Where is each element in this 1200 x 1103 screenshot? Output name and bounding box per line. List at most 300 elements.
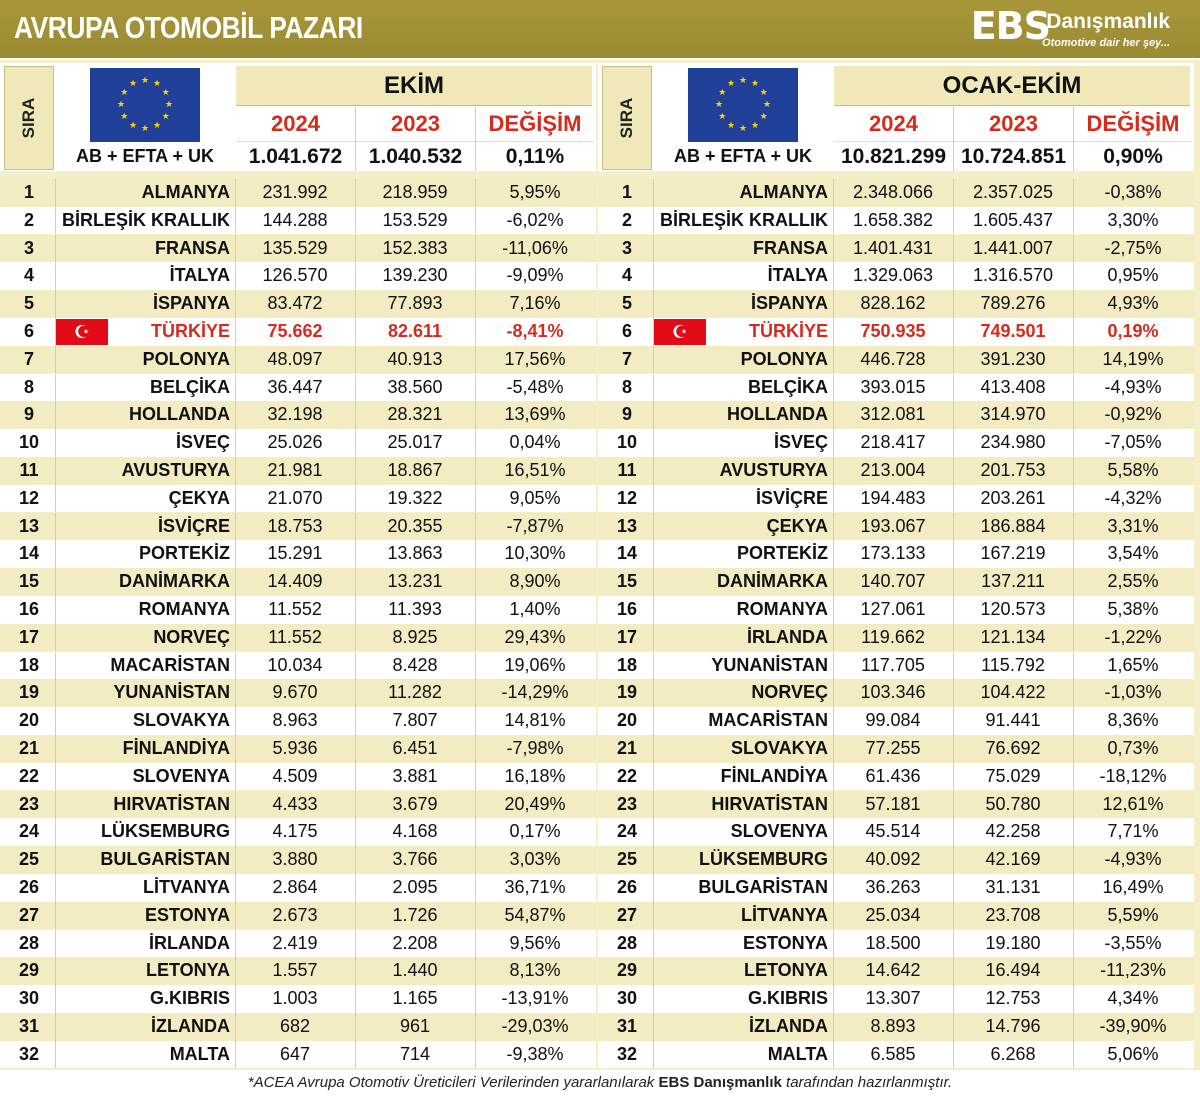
change-cell: -1,22%: [1104, 626, 1162, 647]
col-2024-header: 2024: [236, 107, 356, 141]
value-2023-cell: 749.501: [980, 321, 1046, 341]
table-row: [0, 485, 596, 513]
page-title: AVRUPA OTOMOBİL PAZARI: [14, 10, 363, 45]
change-cell: -0,38%: [1104, 182, 1162, 202]
country-cell: BİRLEŞİK KRALLIK: [62, 209, 230, 230]
value-2024-cell: 77.255: [865, 738, 921, 758]
country-cell: MACARİSTAN: [110, 654, 230, 675]
value-2024-cell: 140.707: [860, 571, 926, 592]
change-cell: -7,98%: [506, 738, 564, 758]
table-row: [0, 179, 596, 207]
value-2023-cell: 218.959: [382, 182, 448, 202]
country-cell: DANİMARKA: [119, 571, 230, 592]
country-cell: İSVİÇRE: [755, 487, 828, 508]
value-2023-cell: 789.276: [980, 293, 1046, 314]
value-2024-cell: 144.288: [262, 209, 328, 230]
table-row: [0, 874, 596, 902]
value-2024-cell: 48.097: [267, 348, 323, 369]
country-cell: G.KIBRIS: [149, 988, 230, 1009]
rank-cell: 2: [23, 209, 34, 230]
value-2024-cell: 446.728: [860, 348, 926, 369]
eu-star-icon: ★: [141, 123, 150, 133]
change-cell: -5,48%: [506, 376, 564, 397]
logo-name: Danışmanlık: [1046, 10, 1170, 33]
country-cell: FİNLANDİYA: [720, 765, 828, 786]
value-2023-cell: 234.980: [980, 432, 1046, 453]
panel-header: [598, 63, 1194, 171]
rank-cell: 30: [616, 988, 638, 1009]
rank-cell: 30: [18, 988, 40, 1009]
rank-cell: 20: [18, 710, 40, 731]
value-2024-cell: 15.291: [267, 543, 323, 564]
value-2024-cell: 312.081: [860, 404, 926, 425]
value-2023-cell: 2.095: [392, 877, 438, 897]
value-2023-cell: 3.881: [392, 765, 438, 786]
value-2024-cell: 61.436: [865, 765, 921, 786]
change-cell: -4,32%: [1104, 487, 1162, 508]
table-row: [0, 457, 596, 485]
country-cell: MALTA: [767, 1043, 828, 1064]
change-cell: 5,95%: [509, 182, 561, 202]
rank-cell: 13: [616, 515, 638, 536]
change-cell: -6,02%: [506, 209, 564, 230]
value-2023-cell: 1.605.437: [972, 209, 1054, 230]
rank-cell: 4: [23, 265, 34, 286]
value-2024-cell: 5.936: [272, 738, 318, 758]
country-cell: POLONYA: [740, 348, 828, 369]
rank-cell: 23: [18, 793, 40, 814]
value-2024-cell: 83.472: [267, 293, 323, 314]
change-cell: 0,73%: [1107, 738, 1159, 758]
value-2024-cell: 173.133: [860, 543, 926, 564]
rank-cell: 16: [616, 599, 638, 619]
eu-star-icon: ★: [759, 111, 768, 121]
value-2023-cell: 77.893: [387, 293, 443, 314]
value-2024-cell: 2.348.066: [852, 182, 934, 202]
value-2023-cell: 25.017: [387, 432, 443, 453]
country-cell: LETONYA: [145, 960, 230, 981]
table-row: [0, 957, 596, 985]
rank-cell: 15: [18, 571, 40, 592]
country-cell: BULGARİSTAN: [698, 877, 828, 897]
country-cell: SLOVENYA: [132, 765, 230, 786]
eu-star-icon: ★: [129, 78, 138, 89]
rank-cell: 31: [616, 1016, 638, 1036]
change-cell: 5,38%: [1107, 599, 1159, 619]
eu-star-icon: ★: [718, 111, 727, 121]
region-cell: [56, 66, 234, 170]
col-change-header: DEĞİŞİM: [488, 111, 582, 136]
rank-cell: 12: [616, 487, 638, 508]
title-bar: [0, 0, 1200, 60]
change-cell: 9,56%: [509, 932, 561, 953]
value-2024-cell: 11.552: [268, 599, 322, 619]
change-cell: 8,13%: [509, 960, 561, 981]
change-cell: -4,93%: [1104, 376, 1162, 397]
eu-star-icon: ★: [153, 119, 162, 130]
table-row: [598, 735, 1194, 763]
rank-cell: 31: [18, 1016, 40, 1036]
country-cell: İZLANDA: [749, 1016, 828, 1036]
country-cell: AVUSTURYA: [121, 460, 230, 480]
table-row: [598, 791, 1194, 819]
country-cell: BİRLEŞİK KRALLIK: [660, 209, 828, 230]
country-cell: LETONYA: [743, 960, 828, 981]
value-2024-cell: 10.034: [267, 654, 323, 675]
change-cell: 4,34%: [1107, 988, 1159, 1009]
rank-cell: 1: [23, 182, 34, 202]
change-cell: 7,71%: [1107, 821, 1159, 842]
value-2024-cell: 117.705: [861, 654, 925, 675]
table-row: [0, 262, 596, 290]
rank-cell: 28: [616, 932, 638, 953]
rank-cell: 29: [18, 960, 40, 981]
october-panel: [0, 63, 596, 1069]
eu-flag-icon: [90, 68, 200, 142]
value-2023-cell: 2.208: [392, 932, 438, 953]
value-2024-cell: 13.307: [865, 988, 921, 1009]
rank-cell: 14: [18, 543, 40, 564]
region-label: AB + EFTA + UK: [673, 146, 812, 166]
value-2023-cell: 11.393: [388, 599, 442, 619]
value-2023-cell: 2.357.025: [972, 182, 1054, 202]
table-row: [598, 540, 1194, 568]
value-2023-cell: 115.792: [981, 654, 1045, 675]
country-cell: MACARİSTAN: [708, 710, 828, 731]
value-2024-cell: 1.329.063: [852, 265, 934, 286]
change-cell: 8,36%: [1107, 710, 1159, 731]
value-2023-cell: 8.925: [392, 626, 438, 647]
col-change-header: DEĞİŞİM: [1086, 111, 1180, 136]
table-row: [0, 235, 596, 263]
country-cell: ROMANYA: [736, 599, 828, 619]
change-cell: -7,87%: [506, 515, 564, 536]
rank-cell: 4: [621, 265, 632, 286]
eu-star-icon: ★: [165, 99, 174, 109]
country-cell: HOLLANDA: [129, 404, 230, 425]
change-cell: -18,12%: [1099, 765, 1167, 786]
value-2023-cell: 20.355: [387, 515, 443, 536]
country-cell: ALMANYA: [141, 182, 230, 202]
change-cell: 2,55%: [1107, 571, 1159, 592]
change-cell: 19,06%: [504, 654, 566, 675]
table-row: [598, 207, 1194, 235]
eu-star-icon: ★: [117, 99, 126, 109]
eu-star-icon: ★: [739, 123, 748, 133]
total-2023: 1.040.532: [356, 141, 476, 171]
table-row: [598, 401, 1194, 429]
change-cell: 13,69%: [504, 404, 566, 425]
value-2024-cell: 2.419: [272, 932, 318, 953]
table-row: [0, 374, 596, 402]
rank-cell: 14: [616, 543, 638, 564]
rank-cell: 12: [18, 487, 40, 508]
value-2023-cell: 11.282: [388, 682, 442, 703]
value-2023-cell: 186.884: [980, 515, 1046, 536]
table-row: [0, 930, 596, 958]
value-2024-cell: 36.263: [865, 877, 921, 897]
value-2023-cell: 1.440: [392, 960, 438, 981]
value-2024-cell: 21.070: [267, 487, 323, 508]
table-row: [598, 985, 1194, 1013]
eu-star-icon: ★: [161, 111, 170, 121]
rank-cell: 19: [18, 682, 40, 703]
value-2023-cell: 13.231: [387, 571, 443, 592]
eu-star-icon: ★: [727, 78, 736, 89]
country-cell: ÇEKYA: [168, 487, 230, 508]
value-2023-cell: 75.029: [985, 765, 1041, 786]
footer-brand: EBS Danışmanlık: [658, 1074, 782, 1091]
country-cell: NORVEÇ: [751, 682, 828, 703]
country-cell: İTALYA: [169, 265, 230, 286]
value-2023-cell: 16.494: [985, 960, 1041, 981]
region-label: AB + EFTA + UK: [75, 146, 214, 166]
eu-star-icon: ★: [751, 119, 760, 130]
value-2024-cell: 3.880: [272, 849, 318, 870]
table-row: [0, 985, 596, 1013]
table-row: [0, 791, 596, 819]
value-2023-cell: 137.211: [981, 571, 1045, 592]
table-row: [598, 513, 1194, 541]
rank-cell: 27: [18, 904, 40, 925]
table-row: [598, 763, 1194, 791]
value-2024-cell: 2.864: [272, 877, 318, 897]
change-cell: -14,29%: [501, 682, 569, 703]
eu-star-icon: ★: [751, 78, 760, 89]
country-cell: NORVEÇ: [153, 626, 230, 647]
value-2024-cell: 1.003: [272, 988, 318, 1009]
rank-cell: 25: [18, 849, 40, 870]
value-2023-cell: 203.261: [980, 487, 1046, 508]
rank-cell: 22: [616, 765, 638, 786]
rank-cell: 16: [18, 599, 40, 619]
table-row: [0, 624, 596, 652]
table-row: [0, 429, 596, 457]
country-cell: G.KIBRIS: [747, 988, 828, 1009]
value-2024-cell: 75.662: [267, 321, 323, 341]
country-cell: ESTONYA: [144, 904, 230, 925]
country-cell: İSVİÇRE: [157, 515, 230, 536]
country-cell: AVUSTURYA: [719, 460, 828, 480]
table-row: [0, 818, 596, 846]
rank-cell: 9: [23, 404, 34, 425]
change-cell: 3,31%: [1107, 515, 1159, 536]
value-2024-cell: 135.529: [262, 237, 328, 258]
table-row: [0, 290, 596, 318]
rank-cell: 8: [621, 376, 632, 397]
value-2024-cell: 18.500: [865, 932, 921, 953]
rank-cell: 15: [616, 571, 638, 592]
change-cell: -13,91%: [501, 988, 569, 1009]
footer-suffix: tarafından hazırlanmıştır.: [781, 1074, 953, 1091]
country-cell: POLONYA: [142, 348, 230, 369]
table-row: [598, 374, 1194, 402]
value-2024-cell: 14.642: [865, 960, 921, 981]
table-row: [0, 679, 596, 707]
rank-cell: 7: [621, 348, 632, 369]
eu-flag-icon: [688, 68, 798, 142]
table-row: [0, 846, 596, 874]
change-cell: 1,40%: [509, 599, 561, 619]
value-2024-cell: 9.670: [272, 682, 318, 703]
value-2024-cell: 40.092: [865, 849, 921, 870]
eu-star-icon: ★: [763, 99, 772, 109]
country-cell: ESTONYA: [742, 932, 828, 953]
change-cell: 4,93%: [1107, 293, 1159, 314]
value-2023-cell: 23.708: [985, 904, 1041, 925]
rank-cell: 1: [621, 182, 632, 202]
rank-cell: 6: [23, 321, 34, 341]
value-2023-cell: 31.131: [985, 877, 1041, 897]
country-cell: ALMANYA: [739, 182, 828, 202]
table-row: [0, 652, 596, 680]
value-2023-cell: 6.451: [392, 738, 438, 758]
table-row: [0, 735, 596, 763]
country-cell: YUNANİSTAN: [113, 682, 230, 703]
value-2024-cell: 18.753: [267, 515, 323, 536]
rank-cell: 21: [18, 738, 40, 758]
country-cell: BELÇİKA: [748, 376, 828, 397]
change-cell: 14,19%: [1102, 348, 1164, 369]
value-2023-cell: 153.529: [382, 209, 448, 230]
table-row: [598, 262, 1194, 290]
rank-cell: 32: [18, 1043, 40, 1064]
change-cell: -9,09%: [506, 265, 564, 286]
rank-cell: 27: [616, 904, 638, 925]
change-cell: 10,30%: [504, 543, 566, 564]
value-2023-cell: 19.322: [387, 487, 443, 508]
rank-cell: 24: [18, 821, 40, 842]
table-row: [0, 540, 596, 568]
panel-header: [0, 63, 596, 171]
table-row: [598, 346, 1194, 374]
rank-cell: 32: [616, 1043, 638, 1064]
change-cell: 0,95%: [1107, 265, 1159, 286]
table-row: [598, 818, 1194, 846]
rank-cell: 8: [23, 376, 34, 397]
table-row: [598, 429, 1194, 457]
country-cell: FRANSA: [155, 237, 230, 258]
value-2024-cell: 231.992: [262, 182, 328, 202]
value-2023-cell: 1.316.570: [972, 265, 1054, 286]
footer-note: [0, 1070, 1200, 1103]
table-row: [598, 930, 1194, 958]
country-cell: HIRVATİSTAN: [113, 793, 230, 814]
value-2024-cell: 103.346: [860, 682, 926, 703]
change-cell: 1,65%: [1107, 654, 1159, 675]
col-2023-header: 2023: [356, 107, 476, 141]
value-2023-cell: 12.753: [985, 988, 1041, 1009]
value-2024-cell: 4.433: [272, 793, 318, 814]
country-cell: SLOVAKYA: [730, 738, 828, 758]
change-cell: -9,38%: [506, 1043, 564, 1064]
value-2023-cell: 38.560: [387, 376, 443, 397]
change-cell: 3,54%: [1107, 543, 1159, 564]
country-cell: İSPANYA: [750, 293, 828, 314]
value-2024-cell: 647: [279, 1043, 311, 1064]
value-2023-cell: 13.863: [387, 543, 443, 564]
col-2024-header: 2024: [834, 107, 954, 141]
value-2024-cell: 25.026: [267, 432, 323, 453]
value-2024-cell: 393.015: [860, 376, 926, 397]
eu-star-icon: ★: [141, 75, 150, 85]
rank-cell: 3: [621, 237, 632, 258]
change-cell: -2,75%: [1104, 237, 1162, 258]
value-2024-cell: 25.034: [865, 904, 921, 925]
value-2023-cell: 76.692: [985, 738, 1041, 758]
rank-cell: 20: [616, 710, 638, 731]
footer-prefix: *ACEA Avrupa Otomotiv Üreticileri Verilerinden yararlanılarak: [247, 1074, 659, 1091]
country-cell: MALTA: [169, 1043, 230, 1064]
value-2023-cell: 50.780: [985, 793, 1041, 814]
table-row: [598, 1013, 1194, 1041]
value-2023-cell: 42.169: [985, 849, 1041, 870]
change-cell: -4,93%: [1104, 849, 1162, 870]
rank-cell: 10: [616, 432, 638, 453]
value-2024-cell: 193.067: [860, 515, 926, 536]
value-2024-cell: 682: [279, 1016, 311, 1036]
rank-cell: 26: [616, 877, 638, 897]
value-2024-cell: 1.401.431: [852, 237, 934, 258]
eu-star-icon: ★: [161, 87, 170, 97]
table-row: [0, 1041, 596, 1069]
rank-cell: 5: [23, 293, 34, 314]
change-cell: 7,16%: [509, 293, 561, 314]
total-2023: 10.724.851: [954, 141, 1074, 171]
country-cell: DANİMARKA: [717, 571, 828, 592]
country-cell: LİTVANYA: [740, 904, 828, 925]
value-2024-cell: 194.483: [860, 487, 926, 508]
value-2023-cell: 1.165: [392, 988, 438, 1009]
country-cell: LÜKSEMBURG: [699, 849, 828, 870]
change-cell: 54,87%: [504, 904, 566, 925]
table-row: [598, 318, 1194, 346]
table-row: [598, 596, 1194, 624]
total-2024: 1.041.672: [236, 141, 356, 171]
rank-cell: 18: [616, 654, 638, 675]
rank-cell: 11: [617, 460, 637, 480]
value-2024-cell: 32.198: [267, 404, 323, 425]
eu-star-icon: ★: [153, 78, 162, 89]
rank-cell: 9: [621, 404, 632, 425]
table-row: [598, 457, 1194, 485]
change-cell: 5,59%: [1107, 904, 1159, 925]
country-cell: LİTVANYA: [142, 877, 230, 897]
value-2023-cell: 6.268: [990, 1043, 1036, 1064]
change-cell: 9,05%: [509, 487, 561, 508]
rank-cell: 2: [621, 209, 632, 230]
table-row: [0, 1013, 596, 1041]
change-cell: 5,58%: [1107, 460, 1159, 480]
table-row: [0, 318, 596, 346]
change-cell: -0,92%: [1104, 404, 1162, 425]
country-cell: İZLANDA: [151, 1016, 230, 1036]
country-cell: İSVEÇ: [773, 432, 828, 453]
table-row: [598, 652, 1194, 680]
country-cell: SLOVENYA: [730, 821, 828, 842]
country-cell: TÜRKİYE: [150, 321, 230, 341]
table-row: [0, 207, 596, 235]
table-row: [598, 679, 1194, 707]
change-cell: 20,49%: [504, 793, 566, 814]
value-2024-cell: 213.004: [860, 460, 926, 480]
region-cell: [654, 66, 832, 170]
logo-tagline: Otomotive dair her şey...: [1042, 37, 1170, 49]
rank-cell: 3: [23, 237, 34, 258]
value-2023-cell: 167.219: [980, 543, 1046, 564]
change-cell: -1,03%: [1104, 682, 1162, 703]
rank-cell: 25: [616, 849, 638, 870]
